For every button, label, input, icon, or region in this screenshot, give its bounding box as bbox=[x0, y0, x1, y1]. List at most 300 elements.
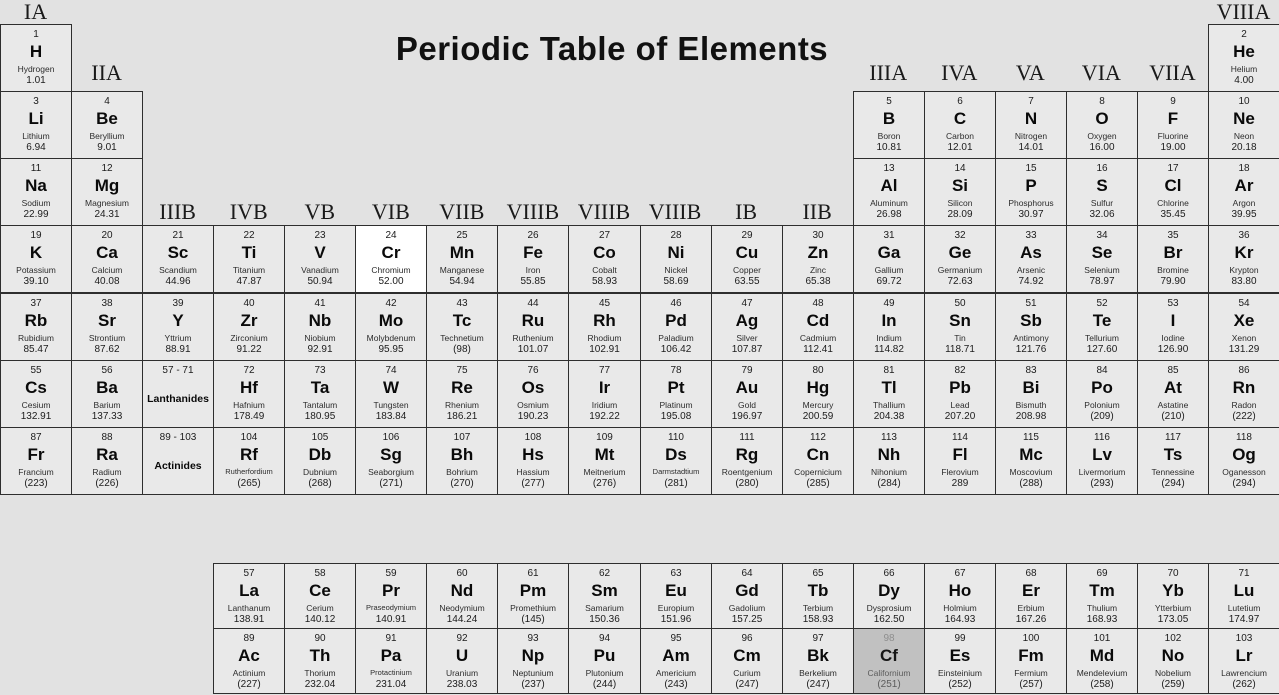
atomic-mass: (210) bbox=[1161, 411, 1185, 422]
atomic-mass: (258) bbox=[1090, 679, 1114, 690]
group-label-ivb-4: IVB bbox=[229, 199, 268, 224]
atomic-mass: 10.81 bbox=[876, 142, 902, 153]
element-cell-lv[interactable] bbox=[1066, 427, 1138, 495]
element-cell-ac[interactable] bbox=[213, 628, 285, 694]
element-symbol: Sr bbox=[98, 311, 116, 330]
element-symbol: Pa bbox=[380, 646, 402, 665]
element-name: Cerium bbox=[306, 603, 334, 613]
atomic-mass: 69.72 bbox=[876, 276, 902, 287]
element-cell-os[interactable] bbox=[497, 360, 569, 428]
element-name: Hafnium bbox=[233, 400, 265, 410]
element-symbol: Mn bbox=[449, 243, 475, 262]
atomic-number: 12 bbox=[101, 163, 113, 174]
atomic-mass: (265) bbox=[237, 478, 261, 489]
element-cell-w[interactable] bbox=[355, 360, 427, 428]
atomic-number: 81 bbox=[883, 365, 895, 376]
element-cell-n[interactable] bbox=[995, 91, 1067, 159]
element-name: Cobalt bbox=[592, 265, 617, 275]
atomic-number: 114 bbox=[952, 432, 968, 443]
element-name: Tennessine bbox=[1151, 467, 1195, 477]
element-symbol: Mo bbox=[378, 311, 404, 330]
element-name: Barium bbox=[93, 400, 121, 410]
element-cell-si[interactable] bbox=[924, 158, 996, 226]
element-cell-hf[interactable] bbox=[213, 360, 285, 428]
atomic-mass: (145) bbox=[521, 614, 545, 625]
group-label-ib-11: IB bbox=[735, 199, 758, 224]
atomic-number: 50 bbox=[954, 298, 966, 309]
element-name: Bromine bbox=[1157, 265, 1189, 275]
element-cell-cs[interactable] bbox=[0, 360, 72, 428]
element-cell-sg[interactable] bbox=[355, 427, 427, 495]
element-name: Holmium bbox=[943, 603, 977, 613]
element-cell-nb[interactable] bbox=[284, 293, 356, 361]
element-cell-re[interactable] bbox=[426, 360, 498, 428]
atomic-mass: 44.96 bbox=[165, 276, 191, 287]
element-symbol: Hs bbox=[522, 445, 544, 464]
atomic-mass: 95.95 bbox=[378, 344, 404, 355]
element-cell-ba[interactable] bbox=[71, 360, 143, 428]
element-symbol: Eu bbox=[665, 581, 687, 600]
element-cell-es[interactable] bbox=[924, 628, 996, 694]
element-name: Terbium bbox=[802, 603, 834, 613]
element-symbol: Es bbox=[949, 646, 971, 665]
atomic-number: 111 bbox=[739, 432, 755, 443]
element-cell-zr[interactable] bbox=[213, 293, 285, 361]
element-symbol: Kr bbox=[1234, 243, 1254, 262]
element-name: Tungsten bbox=[373, 400, 409, 410]
element-name: Paladium bbox=[658, 333, 694, 343]
element-symbol: Zn bbox=[807, 243, 829, 262]
element-name: Lithium bbox=[22, 131, 50, 141]
element-name: Boron bbox=[877, 131, 901, 141]
element-cell-sb[interactable] bbox=[995, 293, 1067, 361]
element-cell-na[interactable] bbox=[0, 158, 72, 226]
element-cell-i[interactable] bbox=[1137, 293, 1209, 361]
atomic-number: 94 bbox=[598, 633, 611, 644]
element-cell-sc[interactable] bbox=[142, 225, 214, 293]
atomic-mass: 47.87 bbox=[236, 276, 262, 287]
group-label-iiia-13: IIIA bbox=[869, 60, 908, 85]
element-cell-fl[interactable] bbox=[924, 427, 996, 495]
element-cell-kr[interactable] bbox=[1208, 225, 1279, 293]
element-symbol: Th bbox=[309, 646, 331, 665]
element-cell-as[interactable] bbox=[995, 225, 1067, 293]
element-cell-lr[interactable] bbox=[1208, 628, 1279, 694]
element-cell-pr[interactable] bbox=[355, 563, 427, 629]
element-name: Lawrencium bbox=[1221, 668, 1267, 678]
element-cell-tm[interactable] bbox=[1066, 563, 1138, 629]
element-symbol: Zr bbox=[240, 311, 258, 330]
element-cell-tb[interactable] bbox=[782, 563, 854, 629]
element-cell-s[interactable] bbox=[1066, 158, 1138, 226]
atomic-mass: 20.18 bbox=[1231, 142, 1257, 153]
atomic-mass: (223) bbox=[24, 478, 48, 489]
element-cell-f[interactable] bbox=[1137, 91, 1209, 159]
element-symbol: Nb bbox=[308, 311, 332, 330]
element-cell-y[interactable] bbox=[142, 293, 214, 361]
atomic-number: 24 bbox=[385, 230, 397, 241]
element-cell-ni[interactable] bbox=[640, 225, 712, 293]
element-cell-cn[interactable] bbox=[782, 427, 854, 495]
atomic-mass: 174.97 bbox=[1228, 614, 1260, 625]
atomic-number: 18 bbox=[1238, 163, 1250, 174]
element-symbol: Cl bbox=[1164, 176, 1182, 195]
element-name: Neon bbox=[1233, 131, 1255, 141]
atomic-mass: 50.94 bbox=[307, 276, 333, 287]
atomic-number: 47 bbox=[741, 298, 753, 309]
element-cell-rh[interactable] bbox=[568, 293, 641, 361]
element-cell-hs[interactable] bbox=[497, 427, 569, 495]
element-name: Technetium bbox=[440, 333, 484, 343]
element-cell-th[interactable] bbox=[284, 628, 356, 694]
element-symbol: Lr bbox=[1235, 646, 1253, 665]
atomic-mass: 58.93 bbox=[591, 276, 618, 287]
element-cell-ts[interactable] bbox=[1137, 427, 1209, 495]
element-cell-ir[interactable] bbox=[568, 360, 641, 428]
series-cell-actinides[interactable] bbox=[142, 427, 214, 495]
atomic-mass: 106.42 bbox=[660, 344, 692, 355]
atomic-number: 30 bbox=[812, 230, 824, 241]
element-cell-he[interactable] bbox=[1208, 24, 1279, 92]
atomic-mass: 102.91 bbox=[589, 344, 620, 355]
element-cell-ta[interactable] bbox=[284, 360, 356, 428]
element-symbol: Ts bbox=[1163, 445, 1183, 464]
element-name: Lanthanum bbox=[227, 603, 271, 613]
element-cell-h[interactable] bbox=[0, 24, 72, 92]
element-cell-v[interactable] bbox=[284, 225, 356, 293]
element-name: Sulfur bbox=[1090, 198, 1114, 208]
atomic-number: 9 bbox=[1170, 96, 1176, 107]
element-cell-ca[interactable] bbox=[71, 225, 143, 293]
element-cell-b[interactable] bbox=[853, 91, 925, 159]
atomic-number: 7 bbox=[1028, 96, 1034, 107]
element-cell-ti[interactable] bbox=[213, 225, 285, 293]
element-cell-au[interactable] bbox=[711, 360, 783, 428]
element-name: Molybdenum bbox=[366, 333, 416, 343]
atomic-number: 79 bbox=[741, 365, 753, 376]
element-cell-rf[interactable] bbox=[213, 427, 285, 495]
element-cell-cr[interactable] bbox=[355, 225, 427, 293]
element-name: Rhodium bbox=[587, 333, 622, 343]
atomic-mass: (222) bbox=[1232, 411, 1256, 422]
element-cell-nh[interactable] bbox=[853, 427, 925, 495]
element-cell-cf[interactable] bbox=[853, 628, 925, 694]
element-cell-dy[interactable] bbox=[853, 563, 925, 629]
atomic-mass: 12.01 bbox=[947, 142, 973, 153]
element-name: Americium bbox=[655, 668, 697, 678]
element-symbol: Pr bbox=[382, 581, 400, 600]
element-cell-ru[interactable] bbox=[497, 293, 569, 361]
atomic-number: 42 bbox=[385, 298, 397, 309]
element-cell-mn[interactable] bbox=[426, 225, 498, 293]
element-cell-bi[interactable] bbox=[995, 360, 1067, 428]
element-cell-co[interactable] bbox=[568, 225, 641, 293]
atomic-number: 105 bbox=[311, 432, 329, 443]
element-symbol: N bbox=[1024, 109, 1038, 128]
element-cell-ra[interactable] bbox=[71, 427, 143, 495]
atomic-mass: 140.91 bbox=[375, 614, 407, 625]
atomic-mass: (276) bbox=[592, 478, 617, 489]
element-cell-no[interactable] bbox=[1137, 628, 1209, 694]
element-name: Radon bbox=[1231, 400, 1257, 410]
element-cell-ne[interactable] bbox=[1208, 91, 1279, 159]
atomic-number: 51 bbox=[1025, 298, 1037, 309]
atomic-mass: (243) bbox=[664, 679, 688, 690]
atomic-number: 74 bbox=[385, 365, 397, 376]
element-name: Polonium bbox=[1084, 400, 1120, 410]
element-cell-pb[interactable] bbox=[924, 360, 996, 428]
element-name: Tantalum bbox=[302, 400, 338, 410]
group-label-via-16: VIA bbox=[1081, 60, 1121, 85]
element-cell-mc[interactable] bbox=[995, 427, 1067, 495]
element-cell-cm[interactable] bbox=[711, 628, 783, 694]
element-name: Titanium bbox=[232, 265, 266, 275]
element-symbol: Li bbox=[28, 109, 44, 128]
element-name: Curium bbox=[733, 668, 761, 678]
element-symbol: Tc bbox=[452, 311, 472, 330]
element-symbol: Lu bbox=[1233, 581, 1255, 600]
element-cell-te[interactable] bbox=[1066, 293, 1138, 361]
element-symbol: Cn bbox=[806, 445, 830, 464]
element-symbol: Ba bbox=[96, 378, 118, 397]
element-symbol: H bbox=[29, 42, 43, 61]
atomic-number: 48 bbox=[812, 298, 824, 309]
element-cell-pu[interactable] bbox=[568, 628, 641, 694]
element-name: Carbon bbox=[946, 131, 974, 141]
element-symbol: Y bbox=[172, 311, 184, 330]
element-cell-pt[interactable] bbox=[640, 360, 712, 428]
element-cell-br[interactable] bbox=[1137, 225, 1209, 293]
atomic-number: 64 bbox=[741, 568, 753, 579]
element-name: Francium bbox=[18, 467, 54, 477]
atomic-mass: 180.95 bbox=[304, 411, 336, 422]
element-cell-xe[interactable] bbox=[1208, 293, 1279, 361]
element-name: Lutetium bbox=[1227, 603, 1261, 613]
element-cell-cl[interactable] bbox=[1137, 158, 1209, 226]
element-cell-at[interactable] bbox=[1137, 360, 1209, 428]
atomic-mass: 55.85 bbox=[520, 276, 546, 287]
element-cell-ag[interactable] bbox=[711, 293, 783, 361]
element-cell-ds[interactable] bbox=[640, 427, 712, 495]
atomic-number: 36 bbox=[1238, 230, 1250, 241]
element-cell-k[interactable] bbox=[0, 225, 72, 293]
element-cell-db[interactable] bbox=[284, 427, 356, 495]
element-cell-tl[interactable] bbox=[853, 360, 925, 428]
element-cell-o[interactable] bbox=[1066, 91, 1138, 159]
element-cell-sr[interactable] bbox=[71, 293, 143, 361]
atomic-mass: 87.62 bbox=[94, 344, 120, 355]
element-cell-ar[interactable] bbox=[1208, 158, 1279, 226]
atomic-number: 54 bbox=[1238, 298, 1250, 309]
element-cell-gd[interactable] bbox=[711, 563, 783, 629]
atomic-mass: 131.29 bbox=[1228, 344, 1260, 355]
element-name: Copper bbox=[733, 265, 761, 275]
element-cell-hg[interactable] bbox=[782, 360, 854, 428]
element-cell-rb[interactable] bbox=[0, 293, 72, 361]
element-cell-nd[interactable] bbox=[426, 563, 498, 629]
element-cell-p[interactable] bbox=[995, 158, 1067, 226]
series-label: Lanthanides bbox=[147, 393, 209, 405]
element-symbol: Ga bbox=[877, 243, 901, 262]
atomic-mass: 208.98 bbox=[1015, 411, 1047, 422]
group-label-viiib-9: VIIIB bbox=[577, 199, 631, 224]
group-label-va-15: VA bbox=[1015, 60, 1045, 85]
atomic-mass: 83.80 bbox=[1231, 276, 1257, 287]
series-cell-lanthanides[interactable] bbox=[142, 360, 214, 428]
atomic-mass: 144.24 bbox=[446, 614, 478, 625]
atomic-mass: 14.01 bbox=[1018, 142, 1044, 153]
element-cell-md[interactable] bbox=[1066, 628, 1138, 694]
atomic-number: 41 bbox=[314, 298, 326, 309]
element-symbol: Cd bbox=[806, 311, 830, 330]
element-symbol: Cf bbox=[880, 646, 898, 665]
element-cell-pd[interactable] bbox=[640, 293, 712, 361]
element-symbol: Er bbox=[1022, 581, 1040, 600]
element-name: Cesium bbox=[21, 400, 51, 410]
atomic-mass: 196.97 bbox=[731, 411, 763, 422]
element-name: Argon bbox=[1232, 198, 1256, 208]
element-symbol: Si bbox=[951, 176, 969, 195]
atomic-mass: 158.93 bbox=[802, 614, 834, 625]
element-cell-am[interactable] bbox=[640, 628, 712, 694]
atomic-number: 38 bbox=[101, 298, 113, 309]
group-label-viia-17: VIIA bbox=[1149, 60, 1196, 85]
element-cell-tc[interactable] bbox=[426, 293, 498, 361]
atomic-mass: 192.22 bbox=[589, 411, 620, 422]
element-cell-mo[interactable] bbox=[355, 293, 427, 361]
element-cell-be[interactable] bbox=[71, 91, 143, 159]
atomic-number: 3 bbox=[33, 96, 39, 107]
element-cell-la[interactable] bbox=[213, 563, 285, 629]
element-cell-in[interactable] bbox=[853, 293, 925, 361]
element-cell-eu[interactable] bbox=[640, 563, 712, 629]
element-cell-pa[interactable] bbox=[355, 628, 427, 694]
element-name: Flerovium bbox=[941, 467, 979, 477]
atomic-number: 61 bbox=[527, 568, 539, 579]
element-name: Helium bbox=[1230, 64, 1258, 74]
atomic-mass: 200.59 bbox=[802, 411, 834, 422]
element-cell-ga[interactable] bbox=[853, 225, 925, 293]
element-cell-rn[interactable] bbox=[1208, 360, 1279, 428]
element-cell-rg[interactable] bbox=[711, 427, 783, 495]
element-cell-ce[interactable] bbox=[284, 563, 356, 629]
element-symbol: Rg bbox=[735, 445, 759, 464]
element-cell-np[interactable] bbox=[497, 628, 569, 694]
element-cell-bh[interactable] bbox=[426, 427, 498, 495]
element-symbol: Rb bbox=[24, 311, 48, 330]
element-name: Gadolium bbox=[728, 603, 766, 613]
atomic-number: 35 bbox=[1167, 230, 1179, 241]
element-name: Promethium bbox=[510, 603, 556, 613]
atomic-number: 22 bbox=[243, 230, 255, 241]
element-cell-se[interactable] bbox=[1066, 225, 1138, 293]
element-cell-c[interactable] bbox=[924, 91, 996, 159]
group-label-iib-12: IIB bbox=[802, 199, 832, 224]
element-symbol: Mt bbox=[594, 445, 615, 464]
element-name: Nobelium bbox=[1155, 668, 1191, 678]
element-symbol: Am bbox=[662, 646, 690, 665]
atomic-mass: 138.91 bbox=[233, 614, 265, 625]
element-name: Thallium bbox=[872, 400, 906, 410]
atomic-number: 100 bbox=[1022, 633, 1040, 644]
element-cell-al[interactable] bbox=[853, 158, 925, 226]
element-cell-bk[interactable] bbox=[782, 628, 854, 694]
element-cell-pm[interactable] bbox=[497, 563, 569, 629]
atomic-number-range: 89 - 103 bbox=[159, 432, 197, 443]
atomic-mass: 178.49 bbox=[233, 411, 265, 422]
atomic-mass: 112.41 bbox=[803, 344, 833, 355]
atomic-mass: 190.23 bbox=[517, 411, 549, 422]
element-cell-po[interactable] bbox=[1066, 360, 1138, 428]
element-symbol: No bbox=[1161, 646, 1185, 665]
element-symbol: Sb bbox=[1020, 311, 1042, 330]
atomic-number: 5 bbox=[886, 96, 892, 107]
element-name: Meitnerium bbox=[583, 467, 626, 477]
element-symbol: Cs bbox=[25, 378, 47, 397]
group-label-vb-5: VB bbox=[304, 199, 336, 224]
atomic-number: 39 bbox=[172, 298, 184, 309]
atomic-mass: (294) bbox=[1232, 478, 1256, 489]
element-symbol: W bbox=[382, 378, 400, 397]
element-cell-mg[interactable] bbox=[71, 158, 143, 226]
element-name: Dubnium bbox=[302, 467, 338, 477]
element-symbol: At bbox=[1164, 378, 1182, 397]
atomic-number: 80 bbox=[812, 365, 824, 376]
element-symbol: Co bbox=[593, 243, 616, 262]
element-cell-ho[interactable] bbox=[924, 563, 996, 629]
atomic-number: 71 bbox=[1238, 568, 1250, 579]
element-cell-fm[interactable] bbox=[995, 628, 1067, 694]
atomic-mass: 127.60 bbox=[1086, 344, 1118, 355]
element-cell-fr[interactable] bbox=[0, 427, 72, 495]
element-name: Samarium bbox=[585, 603, 624, 613]
atomic-number: 43 bbox=[456, 298, 468, 309]
element-name: Sodium bbox=[21, 198, 51, 208]
atomic-number: 63 bbox=[670, 568, 682, 579]
element-cell-er[interactable] bbox=[995, 563, 1067, 629]
element-symbol: Ni bbox=[667, 243, 685, 262]
element-cell-yb[interactable] bbox=[1137, 563, 1209, 629]
element-cell-lu[interactable] bbox=[1208, 563, 1279, 629]
element-cell-cu[interactable] bbox=[711, 225, 783, 293]
atomic-number: 13 bbox=[883, 163, 895, 174]
element-name: Germanium bbox=[937, 265, 983, 275]
element-name: Rutherfordium bbox=[225, 467, 273, 476]
element-symbol: Fe bbox=[523, 243, 543, 262]
atomic-mass: 137.33 bbox=[91, 411, 123, 422]
element-symbol: P bbox=[1025, 176, 1037, 195]
element-name: Silicon bbox=[947, 198, 973, 208]
atomic-number: 23 bbox=[314, 230, 326, 241]
element-symbol: Rn bbox=[1232, 378, 1256, 397]
atomic-mass: (288) bbox=[1019, 478, 1043, 489]
element-cell-zn[interactable] bbox=[782, 225, 854, 293]
atomic-number: 45 bbox=[598, 298, 611, 309]
atomic-mass: 232.04 bbox=[304, 679, 336, 690]
element-cell-ge[interactable] bbox=[924, 225, 996, 293]
element-cell-og[interactable] bbox=[1208, 427, 1279, 495]
atomic-number: 8 bbox=[1099, 96, 1105, 107]
element-symbol: Rf bbox=[240, 445, 258, 464]
element-cell-sm[interactable] bbox=[568, 563, 641, 629]
element-cell-cd[interactable] bbox=[782, 293, 854, 361]
element-name: Phosphorus bbox=[1008, 198, 1054, 208]
element-cell-u[interactable] bbox=[426, 628, 498, 694]
element-cell-mt[interactable] bbox=[568, 427, 641, 495]
element-cell-fe[interactable] bbox=[497, 225, 569, 293]
element-cell-li[interactable] bbox=[0, 91, 72, 159]
element-cell-sn[interactable] bbox=[924, 293, 996, 361]
